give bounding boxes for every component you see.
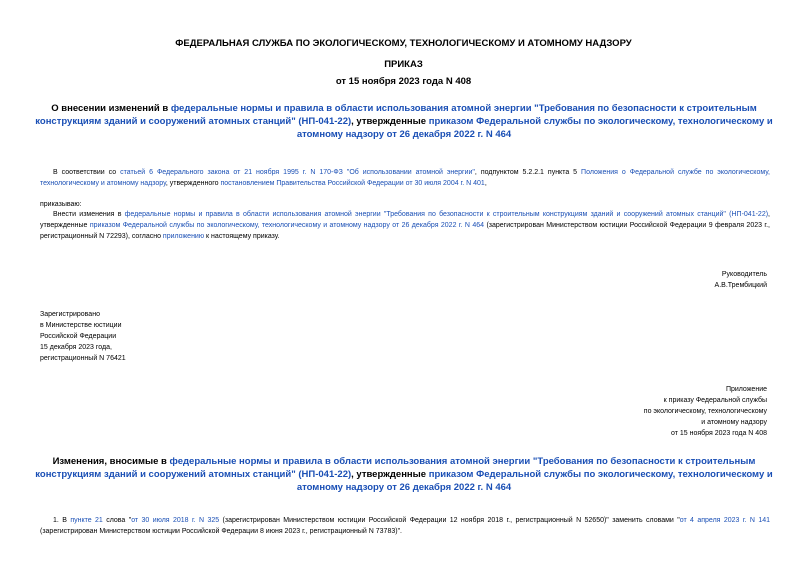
changes-title-text-1: Изменения, вносимые в (52, 456, 170, 467)
order-title (30, 102, 778, 141)
appendix-line: от 15 ноября 2023 года N 408 (671, 430, 767, 437)
norms-link-3[interactable]: федеральные нормы и правила в области использования атомной энергии "Требования по безопасности к строительным конструкциям зданий и сооружений атомных станций" (НП-041-22) (35, 456, 756, 480)
regulation-link[interactable]: Положения о Федеральной службе по экологическому, технологическому и атомному надзору (40, 169, 770, 187)
appendix-line: и атомному надзору (701, 419, 767, 426)
preamble-text-3: , утвержденного (165, 180, 221, 187)
order-text-1: Внести изменения в (53, 211, 125, 218)
registration-line: регистрационный N 76421 (40, 355, 126, 362)
preamble-text-2: , подпунктом 5.2.2.1 пункта 5 (474, 169, 582, 176)
order-paragraph (40, 209, 770, 242)
order-141-link[interactable]: от 4 апреля 2023 г. N 141 (679, 517, 770, 524)
order-title-text-2: , утвержденные (351, 116, 429, 127)
preamble-paragraph (40, 167, 770, 189)
order-464-link-2[interactable]: приказом Федеральной службы по экологическому, технологическому и атомному надзору от 26 декабря 2022 г. N 464 (89, 222, 485, 229)
change-text-1: 1. В (53, 517, 71, 524)
norms-link-2[interactable]: федеральные нормы и правила в области использования атомной энергии "Требования по безопасности к строительным конструкциям зданий и сооружений атомных станций" (НП-041-22) (124, 211, 769, 218)
change-text-2: слова " (102, 517, 132, 524)
order-464-link-3[interactable]: приказом Федеральной службы по экологическому, технологическому и атомному надзору от 26 декабря 2022 г. N 464 (296, 469, 773, 493)
order-word: приказываю: (40, 201, 82, 208)
order-464-link[interactable]: приказом Федеральной службы по экологическому, технологическому и атомному надзору от 26 декабря 2022 г. N 464 (296, 116, 773, 140)
registration-line: Российской Федерации (40, 333, 117, 340)
order-title-text-1: О внесении изменений в (51, 103, 171, 114)
change-text-3: (зарегистрирован Министерством юстиции Российской Федерации 12 ноября 2018 г., регистрационный N 52650)" заменить словами " (219, 517, 680, 524)
signature-name: А.В.Трембицкий (714, 282, 767, 289)
registration-line: Зарегистрировано (40, 311, 100, 318)
appendix-line: по экологическому, технологическому (643, 408, 767, 415)
signature-block (715, 269, 767, 291)
appendix-block (644, 384, 767, 439)
law-article-link[interactable]: статьей 6 Федерального закона от 21 ноября 1995 г. N 170-ФЗ "Об использовании атомной энергии" (120, 169, 475, 176)
order-325-link[interactable]: от 30 июля 2018 г. N 325 (131, 517, 220, 524)
agency-heading: ФЕДЕРАЛЬНАЯ СЛУЖБА ПО ЭКОЛОГИЧЕСКОМУ, ТЕХНОЛОГИЧЕСКОМУ И АТОМНОМУ НАДЗОРУ (175, 38, 632, 49)
preamble-text-4: , (484, 180, 487, 187)
paragraph-21-link[interactable]: пункте 21 (70, 517, 103, 524)
appendix-line: к приказу Федеральной службы (663, 397, 767, 404)
change-item-1 (40, 515, 770, 537)
resolution-link[interactable]: постановлением Правительства Российской Федерации от 30 июля 2004 г. N 401 (220, 180, 485, 187)
appendix-link[interactable]: приложению (162, 233, 205, 240)
change-text-4: (зарегистрирован Министерством юстиции Российской Федерации 8 июня 2023 г., регистрационный N 73783)". (40, 528, 403, 535)
doc-type-heading: ПРИКАЗ (384, 59, 423, 70)
order-text-3: (зарегистрирован Министерством юстиции Российской Федерации 9 февраля 2023 г., регистрационный N 72293), согласно (40, 222, 770, 240)
changes-title (30, 455, 778, 494)
preamble-text-1: В соответствии со (53, 169, 121, 176)
registration-line: 15 декабря 2023 года, (40, 344, 112, 351)
order-text-2: , утвержденные (40, 211, 770, 229)
norms-link[interactable]: федеральные нормы и правила в области использования атомной энергии "Требования по безопасности к строительным конструкциям зданий и сооружений атомных станций" (НП-041-22) (35, 103, 757, 127)
changes-title-text-2: , утвержденные (351, 469, 429, 480)
appendix-line: Приложение (725, 386, 767, 393)
date-number-heading: от 15 ноября 2023 года N 408 (335, 76, 472, 87)
registration-block (40, 309, 126, 364)
registration-line: в Министерстве юстиции (40, 322, 122, 329)
signature-role: Руководитель (721, 271, 767, 278)
order-text-4: к настоящему приказу. (204, 233, 280, 240)
